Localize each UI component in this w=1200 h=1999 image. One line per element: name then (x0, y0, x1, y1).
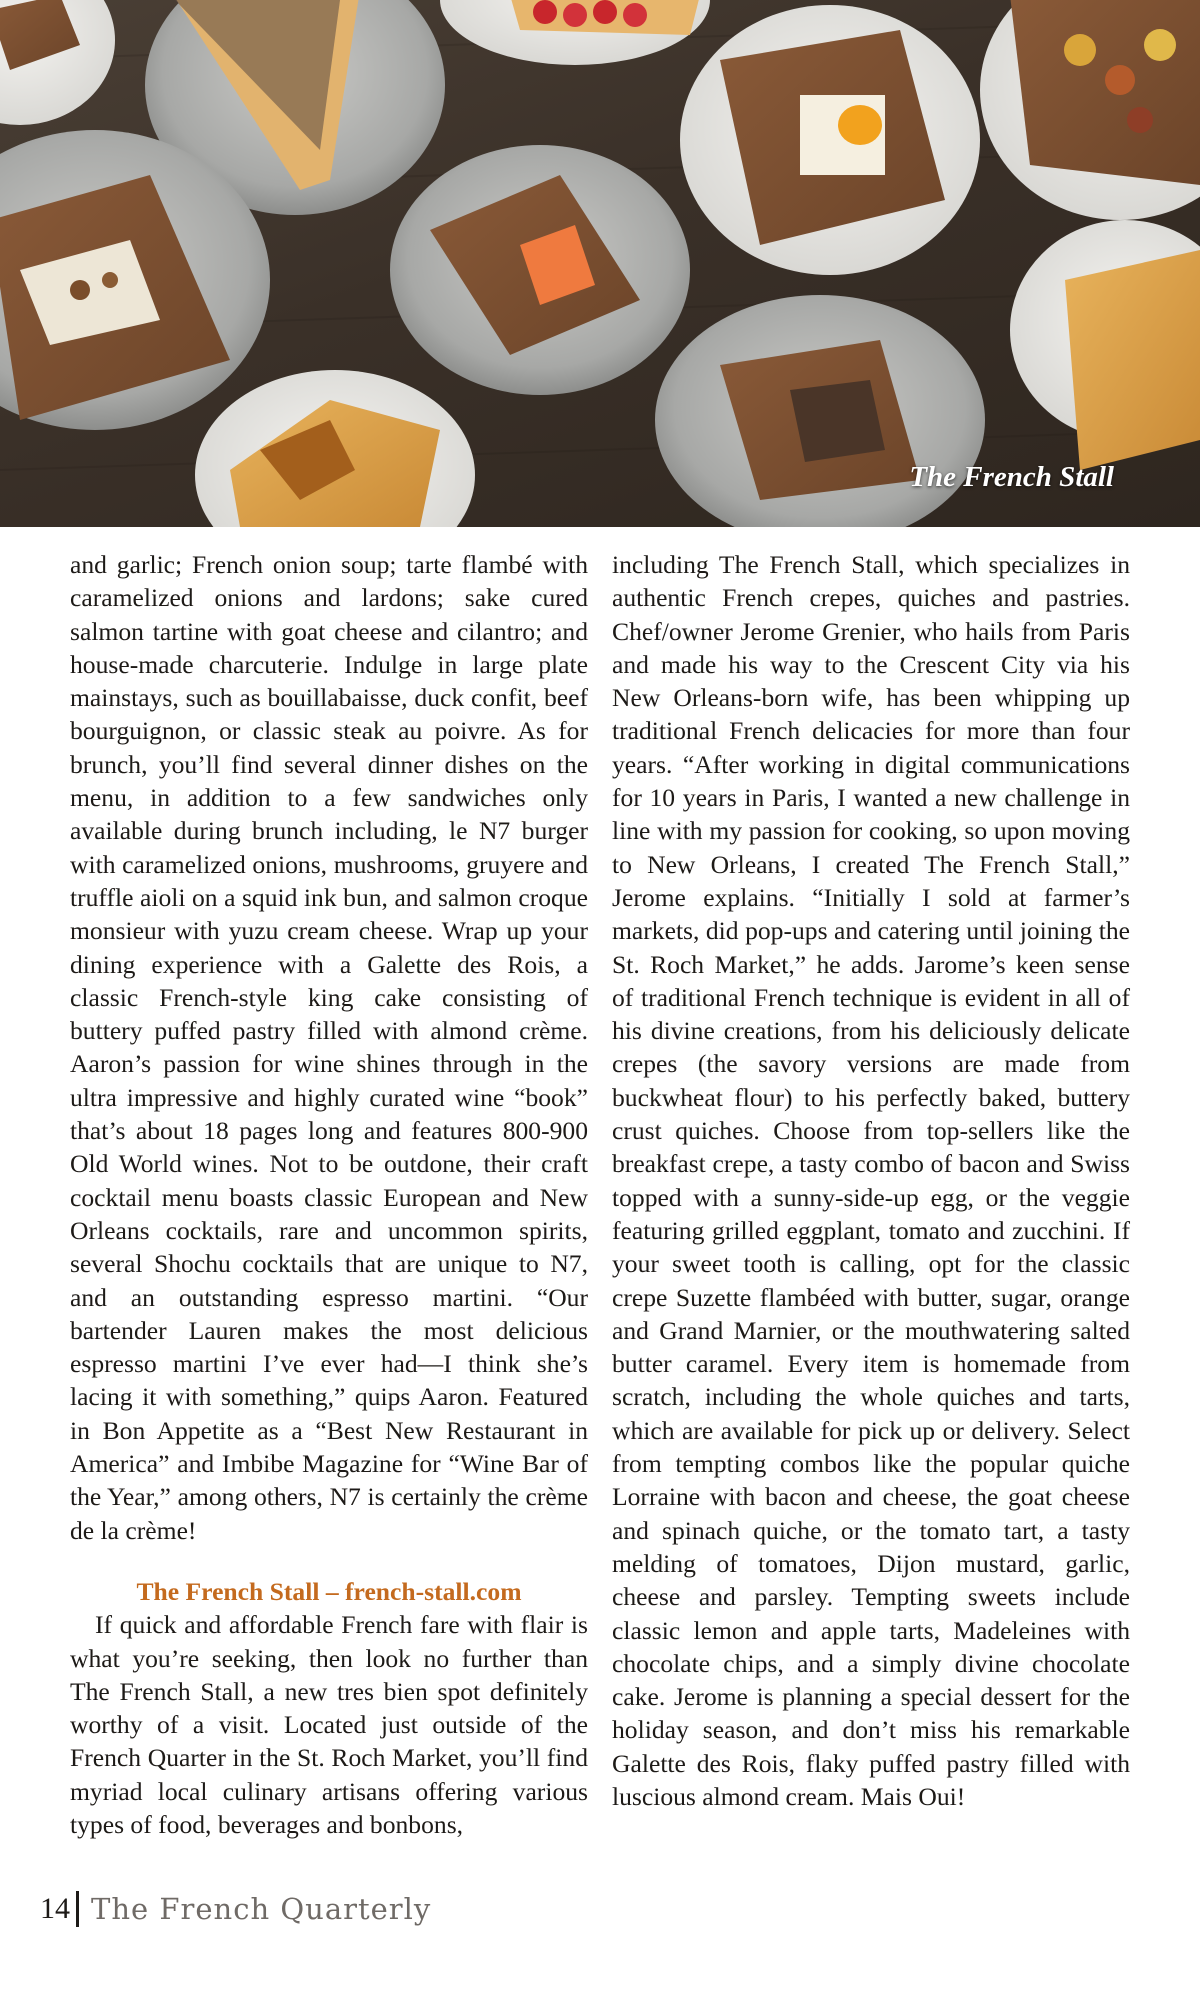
left-paragraph-n7: and garlic; French onion soup; tarte flambé with caramelized onions and lardons; sake cured salmon tartine with goat cheese and cilantro; and house-made charcuterie. Indulge in large plate mainstays, such as bouillabaisse, duck confit, beef bourguignon, or classic steak au poivre. As for brunch, you’ll find several dinner dishes on the menu, in addition to a few sandwiches only available during brunch including, le N7 burger with caramelized onions, mushrooms, gruyere and truffle aioli on a squid ink bun, and salmon croque monsieur with yuzu cream cheese. Wrap up your dining experience with a Galette des Rois, a classic French-style king cake consisting of buttery puffed pastry filled with almond crème. Aaron’s passion for wine shines through in the ultra impressive and highly curated wine “book” that’s about 18 pages long and features 800-900 Old World wines. Not to be outdone, their craft cocktail menu boasts classic European and New Orleans cocktails, rare and uncommon spirits, several Shochu cocktails that are unique to N7, and an outstanding espresso martini. “Our bartender Lauren makes the most delicious espresso martini I’ve ever had—I think she’s lacing it with something,” quips Aaron. Featured in Bon Appetite as a “Best New Restaurant in America” and Imbibe Magazine for “Wine Bar of the Year,” among others, N7 is certainly the crème de la crème! (70, 550, 588, 1545)
photo-credit: The French Stall (909, 461, 1114, 493)
crepe-plates-illustration (0, 0, 1200, 527)
left-paragraph-french-stall: If quick and affordable French fare with flair is what you’re seeking, then look no further than The French Stall, a new tres bien spot definitely worthy of a visit. Located just outside of the French Quarter in the St. Roch Market, you’ll find myriad local culinary artisans offering various types of food, beverages and bonbons, (70, 1610, 588, 1839)
plate-top-left (0, 0, 115, 125)
right-paragraph-french-stall: including The French Stall, which specializes in authentic French crepes, quiches and pastries. Chef/owner Jerome Grenier, who hails from Paris and made his way to the Crescent City via his New Orleans-born wife, has been whipping up traditional French delicacies for more than four years. “After working in digital communications for 10 years in Paris, I wanted a new challenge in line with my passion for cooking, so upon moving to New Orleans, I created The French Stall,” Jerome explains. “Initially I sold at farmer’s markets, did pop-ups and catering until joining the St. Roch Market,” he adds. Jarome’s keen sense of traditional French technique is evident in all of his divine creations, from his deliciously delicate crepes (the savory versions are made from buckwheat flour) to his perfectly baked, buttery crust quiches. Choose from top-sellers like the breakfast crepe, a tasty combo of bacon and Swiss topped with a sunny-side-up egg, or the veggie featuring grilled eggplant, tomato and zucchini. If your sweet tooth is calling, opt for the classic crepe Suzette flambéed with butter, sugar, orange and Grand Marnier, or the mouthwatering salted butter caramel. Every item is homemade from scratch, including the whole quiches and tarts, which are available for pick up or delivery. Select from tempting combos like the popular quiche Lorraine with bacon and cheese, the goat cheese and spinach quiche, or the tomato tart, a tasty melding of tomatoes, Dijon mustard, garlic, cheese and parsley. Tempting sweets include classic lemon and apple tarts, Madeleines with chocolate chips, and a simply divine chocolate cake. Jerome is planning a special dessert for the holiday season, and don’t miss his remarkable Galette des Rois, flaky puffed pastry filled with luscious almond cream. Mais Oui! (612, 550, 1130, 1811)
right-column (612, 548, 1130, 1813)
publication-name: The French Quarterly (91, 1892, 432, 1926)
plate-caramel-crepe (195, 370, 475, 527)
plate-egg-galette (680, 5, 980, 275)
plate-salmon-galette (390, 145, 690, 395)
section-heading-french-stall: The French Stall – french-stall.com (136, 1576, 522, 1606)
left-column (70, 548, 588, 1841)
page-footer (40, 1889, 431, 1929)
plate-sweet-crepe-right (1010, 220, 1200, 470)
plate-vegetable-galette (980, 0, 1200, 220)
plate-strawberry (440, 0, 710, 65)
page-number: 14 (40, 1892, 70, 1925)
hero-photo (0, 0, 1200, 527)
footer-divider (76, 1891, 79, 1927)
